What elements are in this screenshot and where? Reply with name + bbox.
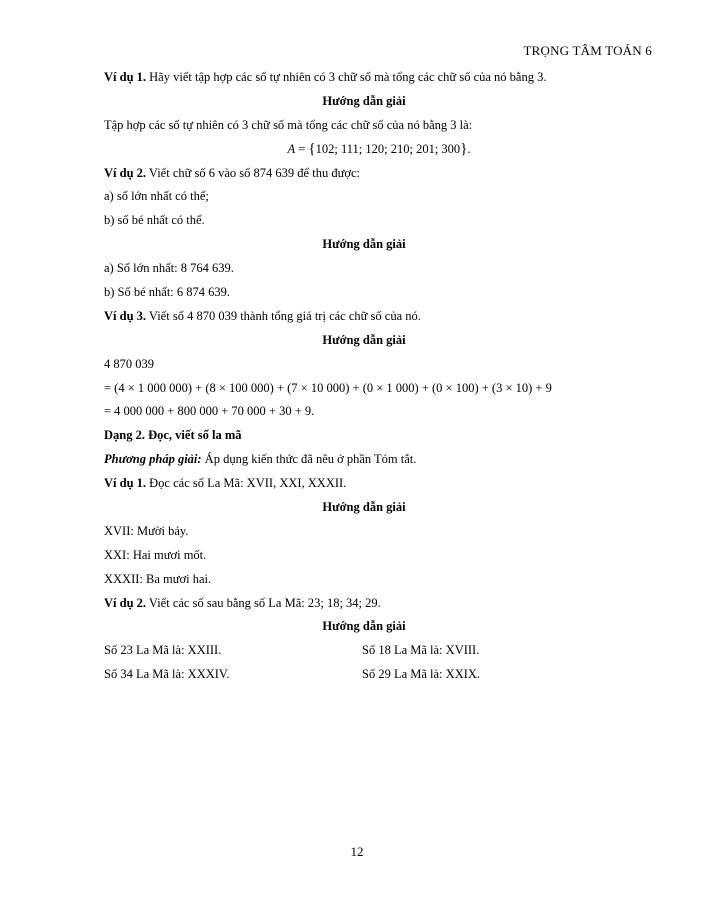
solution-line-3: = 4 000 000 + 800 000 + 70 000 + 30 + 9.	[104, 404, 315, 419]
example-label: Ví dụ 2.	[104, 165, 147, 180]
example-4-question	[104, 472, 624, 496]
formula-open-brace: {	[308, 140, 316, 157]
answer-cell: Số 34 La Mã là: XXXIV.	[104, 667, 230, 682]
solution-part-b: b) Số bé nhất: 6 874 639.	[104, 285, 231, 300]
solution-heading: Hướng dẫn giải	[322, 619, 406, 634]
solution-line-2: XXI: Hai mươi mốt.	[104, 547, 207, 562]
solution-heading: Hướng dẫn giải	[322, 93, 406, 108]
answer-cell: Số 18 La Mã là: XVIII.	[362, 643, 480, 658]
example-label: Ví dụ 3.	[104, 308, 147, 323]
page-number: 12	[350, 844, 364, 859]
formula-variable: A	[287, 141, 296, 156]
solution-heading: Hướng dẫn giải	[322, 500, 406, 515]
page-header: TRỌNG TÂM TOÁN 6	[523, 43, 652, 58]
example-label: Ví dụ 1.	[104, 70, 147, 84]
example-label: Ví dụ 1.	[104, 476, 147, 491]
section-title	[104, 424, 624, 448]
answer-row-1	[104, 639, 624, 663]
question-text: Hãy viết tập hợp các số tự nhiên có 3 chữ số mà tổng các chữ số của nó bằng 3.	[146, 70, 547, 84]
set-formula	[104, 138, 624, 162]
formula-equals: =	[295, 141, 309, 156]
example-3-question	[104, 305, 624, 329]
solution-line-1: XVII: Mười bảy.	[104, 523, 189, 538]
formula-end: .	[467, 141, 471, 156]
formula-close-brace: }	[460, 140, 468, 157]
question-text: Viết chữ số 6 vào số 874 639 để thu được:	[146, 165, 360, 180]
solution-line-2: = (4 × 1 000 000) + (8 × 100 000) + (7 × 10 000) + (0 × 1 000) + (0 × 100) + (3 × 10) + 9	[104, 380, 552, 395]
formula-body: 102; 111; 120; 210; 201; 300	[315, 141, 461, 156]
section-title-text: Dạng 2. Đọc, viết số la mã	[104, 428, 242, 443]
method-label: Phương pháp giải:	[104, 452, 202, 467]
method-text: Áp dụng kiến thức đã nêu ở phần Tóm tắt.	[201, 452, 417, 467]
page-content	[104, 66, 624, 687]
answer-row-2	[104, 663, 624, 687]
question-text: Viết số 4 870 039 thành tổng giá trị các chữ số của nó.	[146, 308, 421, 323]
question-text: Viết các số sau bằng số La Mã: 23; 18; 34; 29.	[146, 595, 381, 610]
question-text: Đọc các số La Mã: XVII, XXI, XXXII.	[146, 476, 347, 491]
solution-part-a: a) Số lớn nhất: 8 764 639.	[104, 261, 234, 276]
example-5-question	[104, 592, 624, 616]
example-2-question	[104, 162, 624, 186]
question-part-b: b) số bé nhất có thể.	[104, 213, 205, 228]
question-part-a: a) số lớn nhất có thể;	[104, 189, 209, 204]
method-line	[104, 448, 624, 472]
solution-line-3: XXXII: Ba mươi hai.	[104, 571, 212, 586]
example-label: Ví dụ 2.	[104, 595, 147, 610]
answer-cell: Số 29 La Mã là: XXIX.	[362, 667, 481, 682]
answer-cell: Số 23 La Mã là: XXIII.	[104, 643, 222, 658]
solution-text: Tập hợp các số tự nhiên có 3 chữ số mà tổng các chữ số của nó bằng 3 là:	[104, 117, 473, 132]
example-1-question	[104, 66, 624, 90]
solution-line-1: 4 870 039	[104, 356, 154, 371]
solution-heading: Hướng dẫn giải	[322, 237, 406, 252]
solution-heading: Hướng dẫn giải	[322, 332, 406, 347]
